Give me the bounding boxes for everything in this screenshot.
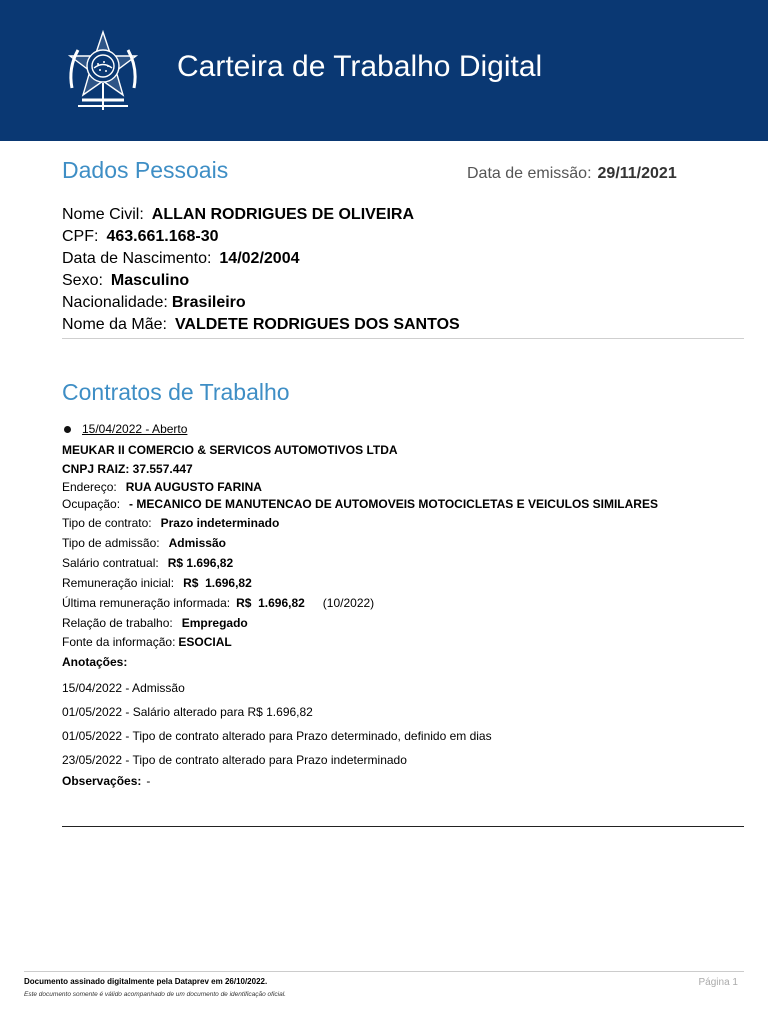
anotacao-item: 23/05/2022 - Tipo de contrato alterado para Prazo indeterminado [62, 753, 407, 767]
contract-ocupacao [62, 497, 658, 511]
field-value: R$ 1.696,82 [183, 576, 252, 590]
anotacoes-label: Anotações: [62, 655, 128, 669]
field-value: 14/02/2004 [219, 250, 300, 267]
field-label: Tipo de admissão: [62, 536, 160, 550]
field-label: Última remuneração informada: [62, 596, 231, 610]
field-cpf [62, 228, 219, 246]
field-period: (10/2022) [322, 596, 375, 610]
field-value: Masculino [110, 272, 190, 289]
field-value: Admissão [168, 536, 226, 550]
field-label: Observações: [62, 774, 142, 788]
field-label: Nacionalidade: [62, 294, 168, 311]
bullet-icon [64, 426, 71, 433]
contract-endereco [62, 480, 262, 494]
section-title-dados-pessoais: Dados Pessoais [62, 157, 229, 183]
footer-signature: Documento assinado digitalmente pela Dataprev em 26/10/2022. [24, 977, 268, 986]
field-value: Empregado [181, 616, 248, 630]
footer-divider [24, 971, 744, 972]
field-nacionalidade [62, 294, 246, 312]
contract-relacao [62, 616, 248, 630]
footer-disclaimer: Este documento somente é válido acompanhado de um documento de identificação oficial. [24, 991, 286, 998]
contract-date-status: 15/04/2022 - Aberto [82, 422, 188, 436]
field-value: Prazo indeterminado [160, 516, 280, 530]
issue-date-label: Data de emissão: [467, 165, 592, 182]
field-value: Brasileiro [171, 294, 246, 311]
contract-tipo-contrato [62, 516, 279, 530]
contract-fonte [62, 635, 232, 649]
page-number: Página 1 [698, 977, 738, 988]
observacoes [62, 774, 150, 788]
field-nome-mae [62, 316, 460, 334]
contract-tipo-admissao [62, 536, 226, 550]
coat-of-arms-icon [60, 28, 146, 116]
field-label: CPF: [62, 228, 99, 245]
field-value: - MECANICO DE MANUTENCAO DE AUTOMOVEIS MOTOCICLETAS E VEICULOS SIMILARES [129, 497, 658, 511]
field-sexo [62, 272, 189, 290]
contract-cnpj: CNPJ RAIZ: 37.557.447 [62, 462, 193, 476]
contract-salario [62, 556, 233, 570]
field-label: Endereço: [62, 480, 117, 494]
field-label: Fonte da informação: [62, 635, 176, 649]
field-nome-civil [62, 206, 414, 224]
document-title: Carteira de Trabalho Digital [177, 50, 543, 83]
field-value: - [146, 774, 151, 788]
field-label: Nome Civil: [62, 206, 144, 223]
anotacao-item: 15/04/2022 - Admissão [62, 681, 185, 695]
issue-date-value: 29/11/2021 [597, 165, 677, 182]
contract-ultima-remuneracao [62, 596, 374, 610]
field-value: ESOCIAL [178, 635, 232, 649]
field-value: 463.661.168-30 [106, 228, 219, 245]
contract-remuneracao-inicial [62, 576, 252, 590]
field-label: Tipo de contrato: [62, 516, 152, 530]
field-label: Relação de trabalho: [62, 616, 173, 630]
field-value: ALLAN RODRIGUES DE OLIVEIRA [151, 206, 415, 223]
field-value: VALDETE RODRIGUES DOS SANTOS [174, 316, 460, 333]
field-value: R$ 1.696,82 [236, 596, 305, 610]
field-label: Salário contratual: [62, 556, 159, 570]
header-banner [0, 0, 768, 141]
issue-date [467, 165, 677, 183]
contract-employer: MEUKAR II COMERCIO & SERVICOS AUTOMOTIVOS LTDA [62, 443, 398, 457]
field-label: Sexo: [62, 272, 103, 289]
field-label: Data de Nascimento: [62, 250, 212, 267]
field-data-nascimento [62, 250, 299, 268]
anotacao-item: 01/05/2022 - Salário alterado para R$ 1.696,82 [62, 705, 313, 719]
divider [62, 338, 744, 339]
section-title-contratos: Contratos de Trabalho [62, 379, 290, 405]
field-label: Remuneração inicial: [62, 576, 175, 590]
field-label: Ocupação: [62, 497, 121, 511]
field-label: Nome da Mãe: [62, 316, 167, 333]
anotacao-item: 01/05/2022 - Tipo de contrato alterado para Prazo determinado, definido em dias [62, 729, 492, 743]
contract-end-divider [62, 826, 744, 827]
field-value: R$ 1.696,82 [167, 556, 234, 570]
field-value: RUA AUGUSTO FARINA [125, 480, 262, 494]
